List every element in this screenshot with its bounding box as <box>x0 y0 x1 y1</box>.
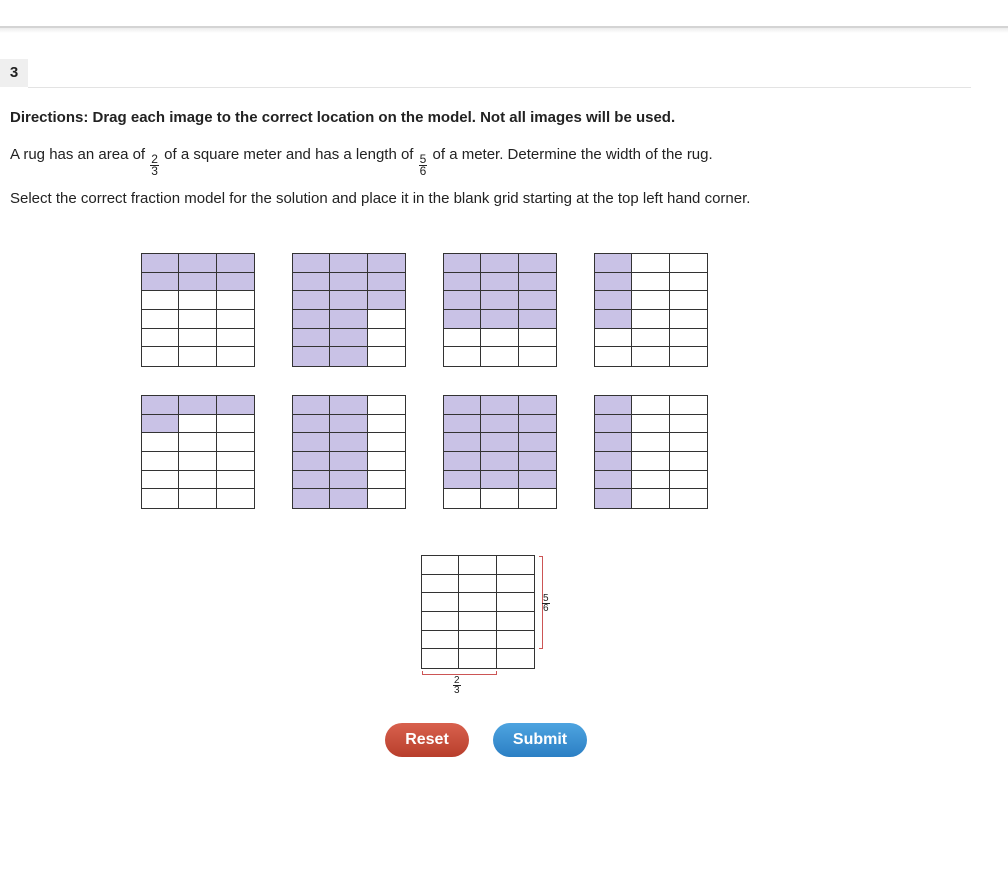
toolbar-shadow <box>0 28 1008 33</box>
height-label-numerator: 5 <box>543 593 549 604</box>
grid-cell <box>632 291 669 310</box>
grid-cell <box>595 489 632 508</box>
grid-cell <box>481 433 518 452</box>
grid-cell <box>330 254 367 273</box>
reset-button[interactable]: Reset <box>385 723 469 757</box>
grid-cell <box>368 415 405 434</box>
grid-cell <box>179 471 216 490</box>
grid-cell <box>179 254 216 273</box>
grid-cell <box>481 291 518 310</box>
grid-cell <box>293 291 330 310</box>
grid-cell <box>632 254 669 273</box>
fraction-model-5[interactable] <box>141 395 255 509</box>
grid-cell <box>459 612 496 631</box>
question-divider <box>28 87 971 88</box>
grid-cell <box>444 254 481 273</box>
grid-cell <box>179 273 216 292</box>
grid-cell <box>595 329 632 348</box>
grid-cell <box>632 471 669 490</box>
grid-cell <box>142 310 179 329</box>
grid-cell <box>217 452 254 471</box>
grid-cell <box>293 433 330 452</box>
grid-cell <box>217 310 254 329</box>
grid-cell <box>459 575 496 594</box>
grid-cell <box>179 489 216 508</box>
width-label <box>453 676 461 695</box>
grid-cell <box>217 347 254 366</box>
grid-cell <box>481 415 518 434</box>
grid-cell <box>422 575 459 594</box>
grid-cell <box>368 329 405 348</box>
grid-cell <box>217 433 254 452</box>
grid-cell <box>217 396 254 415</box>
top-toolbar <box>0 0 1008 28</box>
grid-cell <box>444 291 481 310</box>
grid-cell <box>481 471 518 490</box>
grid-cell <box>368 347 405 366</box>
grid-cell <box>459 631 496 650</box>
grid-cell <box>330 489 367 508</box>
grid-cell <box>142 471 179 490</box>
grid-cell <box>444 310 481 329</box>
grid-cell <box>293 273 330 292</box>
grid-cell <box>519 291 556 310</box>
problem-part2: of a square meter and has a length of <box>164 146 414 163</box>
grid-cell <box>481 396 518 415</box>
grid-cell <box>217 415 254 434</box>
grid-cell <box>632 396 669 415</box>
grid-cell <box>179 452 216 471</box>
grid-cell <box>368 310 405 329</box>
grid-cell <box>670 396 707 415</box>
grid-cell <box>330 273 367 292</box>
grid-cell <box>497 612 534 631</box>
area-fraction <box>150 154 159 177</box>
grid-cell <box>595 273 632 292</box>
grid-cell <box>330 347 367 366</box>
grid-cell <box>481 273 518 292</box>
grid-cell <box>444 347 481 366</box>
width-label-numerator: 2 <box>454 675 460 686</box>
grid-cell <box>444 433 481 452</box>
grid-cell <box>519 415 556 434</box>
directions-text: Directions: Drag each image to the correct location on the model. Not all images will be used. <box>10 109 676 126</box>
grid-cell <box>330 329 367 348</box>
grid-cell <box>217 291 254 310</box>
grid-cell <box>595 396 632 415</box>
grid-cell <box>632 415 669 434</box>
grid-cell <box>142 452 179 471</box>
fraction-model-6[interactable] <box>292 395 406 509</box>
grid-cell <box>670 471 707 490</box>
grid-cell <box>368 471 405 490</box>
fraction-model-1[interactable] <box>141 253 255 367</box>
grid-cell <box>422 612 459 631</box>
grid-cell <box>459 593 496 612</box>
area-denominator: 3 <box>151 164 158 178</box>
height-label-denominator: 6 <box>543 603 549 614</box>
grid-cell <box>670 310 707 329</box>
fraction-model-2[interactable] <box>292 253 406 367</box>
grid-cell <box>595 471 632 490</box>
grid-cell <box>519 489 556 508</box>
grid-cell <box>179 347 216 366</box>
grid-cell <box>481 452 518 471</box>
grid-cell <box>293 254 330 273</box>
grid-cell <box>179 329 216 348</box>
grid-cell <box>293 310 330 329</box>
grid-cell <box>519 396 556 415</box>
grid-cell <box>142 489 179 508</box>
fraction-model-4[interactable] <box>594 253 708 367</box>
grid-cell <box>497 556 534 575</box>
grid-cell <box>519 433 556 452</box>
grid-cell <box>293 452 330 471</box>
grid-cell <box>595 254 632 273</box>
grid-cell <box>497 649 534 668</box>
grid-cell <box>142 273 179 292</box>
grid-cell <box>444 396 481 415</box>
grid-cell <box>330 433 367 452</box>
grid-cell <box>632 489 669 508</box>
grid-cell <box>497 575 534 594</box>
grid-cell <box>595 347 632 366</box>
grid-cell <box>670 489 707 508</box>
grid-cell <box>519 254 556 273</box>
grid-cell <box>670 329 707 348</box>
grid-cell <box>142 291 179 310</box>
grid-cell <box>330 415 367 434</box>
length-denominator: 6 <box>419 164 427 178</box>
grid-cell <box>142 347 179 366</box>
problem-text <box>10 146 713 177</box>
grid-cell <box>179 291 216 310</box>
grid-cell <box>142 396 179 415</box>
problem-part3: of a meter. Determine the width of the rug. <box>432 146 713 163</box>
grid-cell <box>368 254 405 273</box>
problem-part1: A rug has an area of <box>10 146 146 163</box>
fraction-model-3[interactable] <box>443 253 557 367</box>
grid-cell <box>481 347 518 366</box>
grid-cell <box>459 649 496 668</box>
grid-cell <box>481 310 518 329</box>
grid-cell <box>217 254 254 273</box>
grid-cell <box>293 415 330 434</box>
height-label <box>542 594 550 613</box>
fraction-model-8[interactable] <box>594 395 708 509</box>
grid-cell <box>293 489 330 508</box>
grid-cell <box>330 471 367 490</box>
grid-cell <box>217 489 254 508</box>
fraction-model-7[interactable] <box>443 395 557 509</box>
grid-cell <box>595 291 632 310</box>
grid-cell <box>595 452 632 471</box>
grid-cell <box>519 347 556 366</box>
grid-cell <box>293 347 330 366</box>
grid-cell <box>632 273 669 292</box>
grid-cell <box>670 433 707 452</box>
grid-cell <box>368 433 405 452</box>
grid-cell <box>422 631 459 650</box>
grid-cell <box>519 310 556 329</box>
grid-cell <box>422 593 459 612</box>
grid-cell <box>142 415 179 434</box>
grid-cell <box>632 347 669 366</box>
grid-cell <box>497 631 534 650</box>
grid-cell <box>519 452 556 471</box>
grid-cell <box>179 396 216 415</box>
grid-cell <box>368 452 405 471</box>
grid-cell <box>142 254 179 273</box>
grid-cell <box>670 415 707 434</box>
grid-cell <box>217 329 254 348</box>
grid-cell <box>481 254 518 273</box>
grid-cell <box>444 329 481 348</box>
submit-button[interactable]: Submit <box>493 723 587 757</box>
target-grid[interactable] <box>421 555 535 669</box>
grid-cell <box>632 310 669 329</box>
area-numerator: 2 <box>151 152 158 166</box>
grid-cell <box>444 273 481 292</box>
width-label-denominator: 3 <box>454 685 460 696</box>
grid-cell <box>179 433 216 452</box>
grid-cell <box>632 433 669 452</box>
grid-cell <box>481 329 518 348</box>
grid-cell <box>330 310 367 329</box>
grid-cell <box>330 396 367 415</box>
grid-cell <box>179 310 216 329</box>
grid-cell <box>519 471 556 490</box>
grid-cell <box>422 556 459 575</box>
grid-cell <box>293 396 330 415</box>
grid-cell <box>481 489 518 508</box>
grid-cell <box>444 489 481 508</box>
instruction-text: Select the correct fraction model for the solution and place it in the blank grid starting at the top left hand corner. <box>10 190 751 207</box>
grid-cell <box>368 291 405 310</box>
grid-cell <box>293 471 330 490</box>
grid-cell <box>444 452 481 471</box>
grid-cell <box>519 273 556 292</box>
grid-cell <box>368 273 405 292</box>
grid-cell <box>632 452 669 471</box>
grid-cell <box>519 329 556 348</box>
grid-cell <box>422 649 459 668</box>
grid-cell <box>330 291 367 310</box>
grid-cell <box>497 593 534 612</box>
grid-cell <box>293 329 330 348</box>
grid-cell <box>632 329 669 348</box>
grid-cell <box>595 433 632 452</box>
grid-cell <box>670 273 707 292</box>
question-number: 3 <box>0 59 28 87</box>
grid-cell <box>217 273 254 292</box>
grid-cell <box>670 347 707 366</box>
grid-cell <box>595 310 632 329</box>
grid-cell <box>444 415 481 434</box>
grid-cell <box>217 471 254 490</box>
length-fraction <box>419 154 428 177</box>
grid-cell <box>368 489 405 508</box>
grid-cell <box>368 396 405 415</box>
grid-cell <box>670 291 707 310</box>
grid-cell <box>142 433 179 452</box>
grid-cell <box>595 415 632 434</box>
grid-cell <box>670 452 707 471</box>
grid-cell <box>444 471 481 490</box>
grid-cell <box>670 254 707 273</box>
length-numerator: 5 <box>419 152 427 166</box>
grid-cell <box>142 329 179 348</box>
grid-cell <box>459 556 496 575</box>
grid-cell <box>179 415 216 434</box>
grid-cell <box>330 452 367 471</box>
